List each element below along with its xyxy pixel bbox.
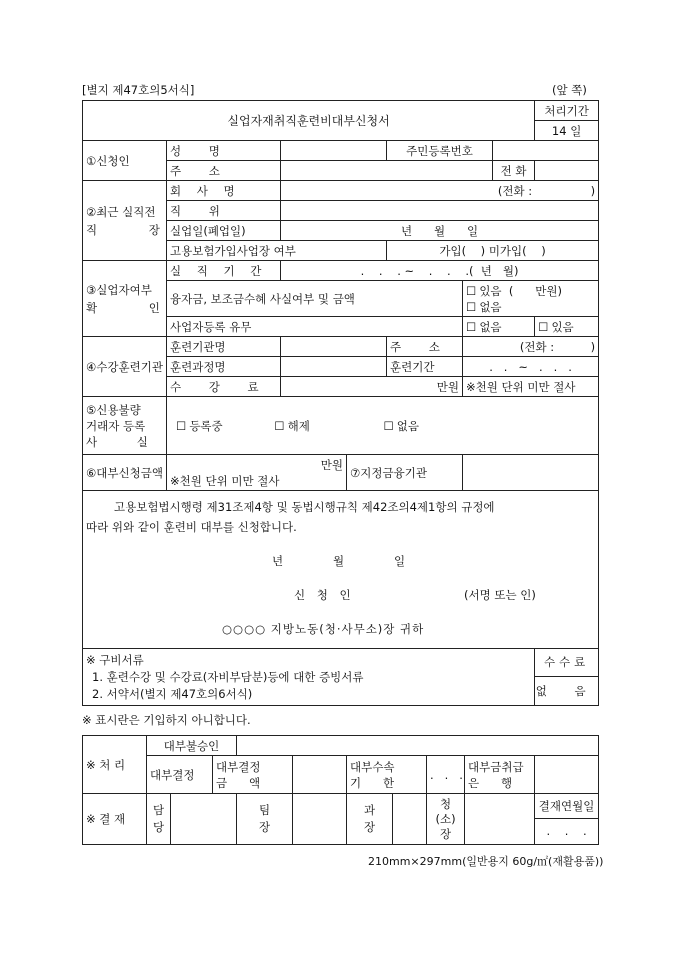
position-field[interactable] (281, 201, 599, 221)
address-field[interactable] (281, 161, 493, 181)
fee-box-label: 수수료 (535, 649, 598, 677)
declaration-text-2: 따라 위와 같이 훈련비 대부를 신청합니다. (86, 520, 297, 534)
loan-amount-section-label: ⑥대부신청금액 (83, 455, 167, 491)
processing-period-label: 처리기간 (535, 101, 599, 121)
credit-released-checkbox[interactable] (274, 419, 310, 433)
loan-bank-field[interactable] (535, 756, 599, 794)
loan-yes-checkbox[interactable] (466, 283, 595, 299)
decision-amount-field[interactable] (293, 756, 347, 794)
declaration-applicant: 신 청 인 (294, 588, 355, 602)
process-label: ※ 처 리 (83, 736, 147, 794)
loan-yes-label: 있음 ( 만원) (479, 283, 562, 298)
staff-sign-field[interactable] (171, 794, 237, 845)
documents-item-2: 2. 서약서(별지 제47호의6서식) (92, 686, 253, 701)
unemployment-section-label-2: 확 인 (86, 300, 184, 315)
period-field[interactable]: . . . ~ . . .( 년 월) (281, 261, 599, 281)
rrn-label: 주민등록번호 (387, 141, 493, 161)
addressee: ○○○○ 지방노동(청·사무소)장 귀하 (222, 622, 425, 636)
application-form (82, 100, 599, 706)
credit-section-label-3: 사 실 (86, 434, 166, 449)
decision-label: 대부결정 (147, 756, 213, 794)
approval-label: ※ 결 재 (83, 794, 147, 845)
company-label: 회 사 명 (167, 181, 281, 201)
fee-field[interactable] (281, 377, 463, 397)
biz-yes-label: 있음 (551, 319, 574, 334)
phone-label: 전 화 (493, 161, 535, 181)
loss-date-label: 실업일(폐업일) (167, 221, 281, 241)
loan-no-label: 없음 (479, 299, 502, 314)
loss-date-field[interactable]: 년 월 일 (281, 221, 599, 241)
decision-amount-label-2: 금 액 (216, 775, 261, 790)
declaration-date: 년 월 일 (271, 554, 410, 568)
course-label: 훈련과정명 (167, 357, 281, 377)
training-address-label: 주 소 (387, 337, 463, 357)
training-org-field[interactable] (281, 337, 387, 357)
processing-period-value: 14 일 (535, 121, 599, 141)
biz-no-label: 없음 (479, 319, 502, 334)
credit-section-label-2: 거래자 등록 (86, 418, 146, 433)
team-leader-label-2: 장 (258, 820, 271, 834)
staff-label: 담 (152, 803, 165, 817)
rrn-field[interactable] (493, 141, 599, 161)
credit-none-checkbox[interactable] (383, 419, 419, 433)
fee-label: 수 강 료 (167, 377, 281, 397)
phone-field[interactable] (535, 161, 599, 181)
insurance-field[interactable]: 가입( ) 미가입( ) (387, 241, 599, 261)
training-period-label: 훈련기간 (387, 357, 463, 377)
office-head-label-3: 장 (439, 826, 452, 841)
recent-job-section-label: ②최근 실직전 (86, 204, 156, 219)
loan-no-checkbox[interactable] (466, 299, 595, 315)
office-use-table (82, 735, 599, 845)
section-chief-label: 과 (363, 803, 376, 817)
section-chief-label-2: 장 (363, 820, 376, 834)
training-section-label: ④수강훈련기관 (83, 337, 167, 397)
recent-job-section-label-2: 직 장 (86, 222, 184, 237)
declaration-text-1: 고용보험법시행령 제31조제4항 및 동법시행규칙 제42조의4제1항의 규정에 (114, 500, 495, 514)
credit-released-label: 해제 (287, 418, 310, 433)
team-leader-label: 팀 (258, 803, 271, 817)
loan-bank-label-2: 은 행 (468, 775, 513, 790)
signature-field[interactable]: (서명 또는 인) (464, 588, 536, 602)
note-text: ※ 표시란은 기입하지 아니합니다. (82, 713, 251, 727)
office-head-label-2: (소) (435, 811, 456, 826)
unemployment-section-label: ③실업자여부 (86, 282, 152, 297)
disapproval-field[interactable] (237, 736, 599, 756)
biz-yes-checkbox[interactable] (535, 317, 599, 337)
page-side-label: (앞 쪽) (552, 83, 587, 97)
approval-date-label: 결재연월일 (535, 794, 598, 819)
company-field[interactable]: (전화 : ) (281, 181, 599, 201)
fee-unit: 만원 (436, 379, 459, 394)
procedure-deadline-label-2: 기 한 (350, 775, 395, 790)
documents-item-1: 1. 훈련수강 및 수강료(자비부담분)등에 대한 증빙서류 (92, 669, 364, 684)
documents-title: ※ 구비서류 (86, 652, 144, 667)
credit-registered-checkbox[interactable] (176, 419, 223, 433)
credit-registered-label: 등록중 (189, 418, 223, 433)
insurance-label: 고용보험가입사업장 여부 (167, 241, 387, 261)
biz-reg-label: 사업자등록 유무 (167, 317, 463, 337)
position-label: 직 위 (167, 201, 281, 221)
fee-note: ※천원 단위 미만 절사 (463, 377, 599, 397)
period-label: 실 직 기 간 (167, 261, 281, 281)
office-head-label: 청 (439, 796, 452, 811)
procedure-deadline-label: 대부수속 (350, 759, 395, 774)
bank-label: ⑦지정금융기관 (347, 455, 463, 491)
bank-field[interactable] (463, 455, 599, 491)
course-field[interactable] (281, 357, 387, 377)
credit-section-label: ⑤신용불량 (86, 402, 141, 417)
disapproval-label: 대부불승인 (147, 736, 237, 756)
biz-no-checkbox[interactable] (463, 317, 535, 337)
office-head-sign-field[interactable] (465, 794, 535, 845)
loan-amount-unit: 만원 (320, 457, 343, 472)
training-period-field[interactable]: . . ~ . . . (463, 357, 599, 377)
loan-label: 융자금, 보조금수혜 사실여부 및 금액 (167, 281, 463, 317)
section-chief-sign-field[interactable] (393, 794, 427, 845)
form-title: 실업자재취직훈련비대부신청서 (83, 101, 535, 141)
address-label: 주 소 (167, 161, 281, 181)
approval-date-field[interactable]: . . . (546, 824, 587, 838)
training-org-label: 훈련기관명 (167, 337, 281, 357)
procedure-deadline-field[interactable]: . . . (427, 756, 465, 794)
loan-amount-note: ※천원 단위 미만 절사 (170, 473, 280, 488)
name-field[interactable] (281, 141, 387, 161)
credit-none-label: 없음 (396, 418, 420, 433)
form-reference: [별지 제47호의5서식] (82, 83, 195, 97)
name-label: 성 명 (167, 141, 281, 161)
fee-box-value: 없 음 (535, 684, 598, 698)
training-address-field[interactable]: (전화 : ) (463, 337, 599, 357)
staff-label-2: 당 (152, 820, 165, 834)
loan-bank-label: 대부금취급 (468, 759, 524, 774)
decision-amount-label: 대부결정 (216, 759, 261, 774)
paper-spec: 210mm×297mm(일반용지 60g/㎡(재활용품)) (368, 855, 604, 868)
applicant-section-label: ①신청인 (83, 141, 167, 181)
team-leader-sign-field[interactable] (293, 794, 347, 845)
